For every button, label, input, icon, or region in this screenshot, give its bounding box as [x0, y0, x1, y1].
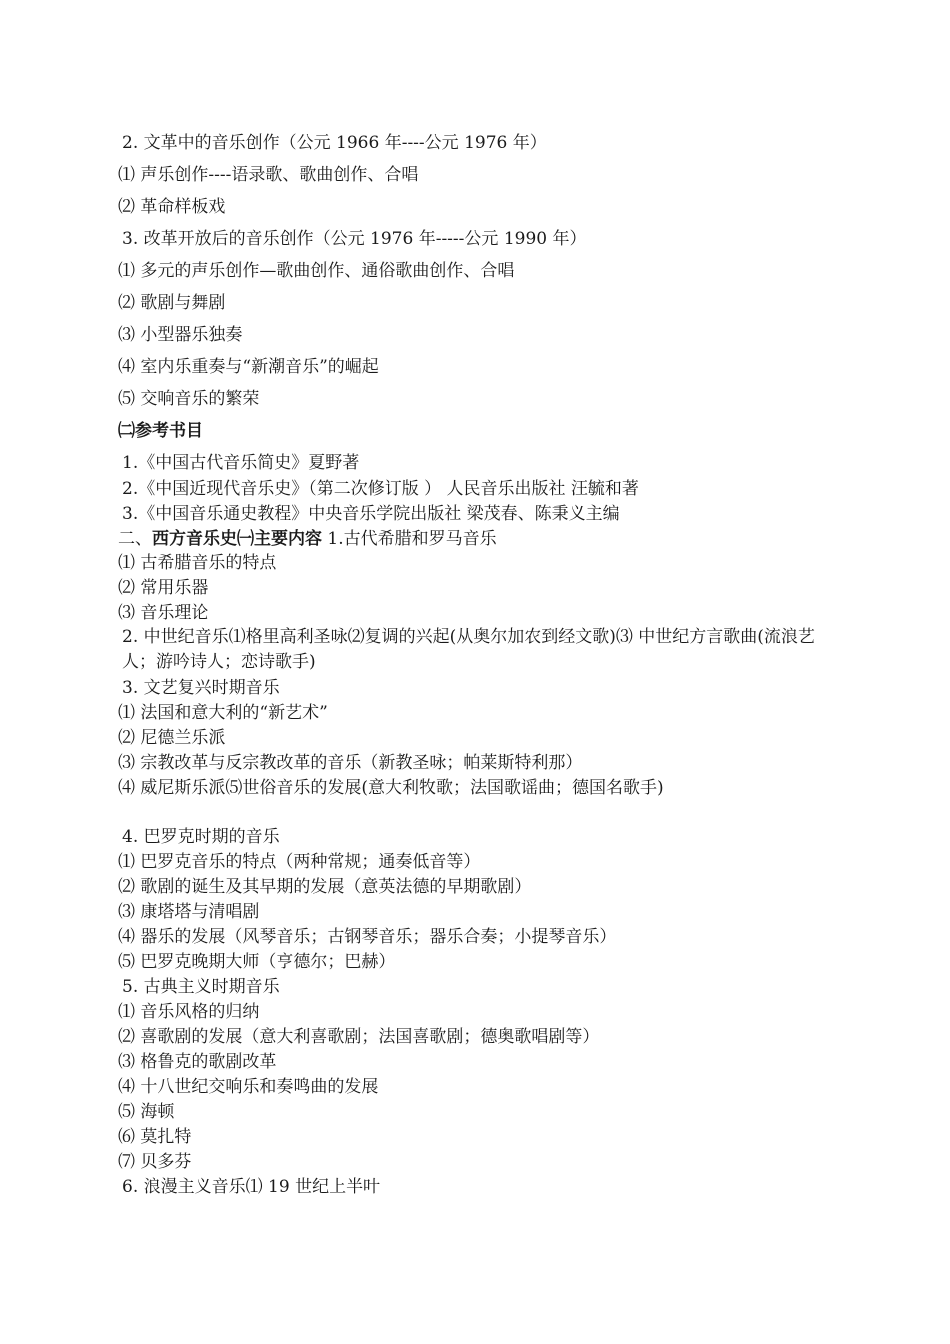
- line-ars-nova: ⑴ 法国和意大利的“新艺术”: [118, 703, 328, 723]
- line-instrumental-development: ⑷ 器乐的发展（风琴音乐；古钢琴音乐；器乐合奏；小提琴音乐）: [118, 927, 617, 947]
- line-opera-dance: ⑵ 歌剧与舞剧: [118, 293, 226, 313]
- line-mozart: ⑹ 莫扎特: [118, 1127, 192, 1147]
- line-netherlands-school: ⑵ 尼德兰乐派: [118, 728, 226, 748]
- line-style-summary: ⑴ 音乐风格的归纳: [118, 1002, 260, 1022]
- line-baroque-features: ⑴ 巴罗克音乐的特点（两种常规；通奏低音等）: [118, 852, 481, 872]
- line-western-heading: [118, 528, 838, 550]
- section-heading-references: ㈡参考书目: [118, 421, 203, 441]
- line-reference-3: 3.《中国音乐通史教程》中央音乐学院出版社 梁茂春、陈秉义主编: [122, 504, 620, 524]
- line-cantata-oratorio: ⑶ 康塔塔与清唱剧: [118, 902, 260, 922]
- line-chamber-music: ⑷ 室内乐重奏与“新潮音乐”的崛起: [118, 357, 379, 377]
- line-reference-2: 2.《中国近现代音乐史》（第二次修订版 ） 人民音乐出版社 汪毓和著: [122, 479, 639, 499]
- section-title-western-music: 西方音乐史㈠主要内容: [152, 529, 322, 549]
- line-beethoven: ⑺ 贝多芬: [118, 1152, 192, 1172]
- line-solo-instrumental: ⑶ 小型器乐独奏: [118, 325, 243, 345]
- line-haydn: ⑸ 海顿: [118, 1102, 175, 1122]
- line-reference-1: 1.《中国古代音乐简史》夏野著: [122, 453, 360, 473]
- line-comic-opera: ⑵ 喜歌剧的发展（意大利喜歌剧；法国喜歌剧；德奥歌唱剧等）: [118, 1027, 600, 1047]
- line-music-theory: ⑶ 音乐理论: [118, 603, 209, 623]
- section-number: 二、: [118, 529, 152, 549]
- line-venetian-school: ⑷ 威尼斯乐派⑸世俗音乐的发展(意大利牧歌；法国歌谣曲；德国名歌手): [118, 778, 664, 798]
- line-medieval-music: 2. 中世纪音乐⑴格里高利圣咏⑵复调的兴起(从奥尔加农到经文歌)⑶ 中世纪方言歌曲(流浪艺人；游吟诗人；恋诗歌手): [122, 627, 815, 672]
- line-heading-reform-era: 3. 改革开放后的音乐创作（公元 1976 年-----公元 1990 年）: [122, 229, 587, 249]
- line-gluck-reform: ⑶ 格鲁克的歌剧改革: [118, 1052, 277, 1072]
- line-greek-features: ⑴ 古希腊音乐的特点: [118, 553, 277, 573]
- line-classical-period: 5. 古典主义时期音乐: [122, 977, 280, 997]
- line-model-operas: ⑵ 革命样板戏: [118, 197, 226, 217]
- line-vocal-creation: ⑴ 声乐创作----语录歌、歌曲创作、合唱: [118, 165, 419, 185]
- line-baroque: 4. 巴罗克时期的音乐: [122, 827, 280, 847]
- line-romantic-music: 6. 浪漫主义音乐⑴ 19 世纪上半叶: [122, 1177, 381, 1197]
- line-late-baroque-masters: ⑸ 巴罗克晚期大师（亨德尔；巴赫）: [118, 952, 396, 972]
- line-renaissance: 3. 文艺复兴时期音乐: [122, 678, 280, 698]
- line-ancient-greece-rome: 1.古代希腊和罗马音乐: [322, 529, 497, 549]
- line-diverse-vocal: ⑴ 多元的声乐创作—歌曲创作、通俗歌曲创作、合唱: [118, 261, 515, 281]
- line-heading-cultural-revolution: 2. 文革中的音乐创作（公元 1966 年----公元 1976 年）: [122, 133, 547, 153]
- line-18th-century-symphony: ⑷ 十八世纪交响乐和奏鸣曲的发展: [118, 1077, 379, 1097]
- line-reformation-music: ⑶ 宗教改革与反宗教改革的音乐（新教圣咏；帕莱斯特利那）: [118, 753, 583, 773]
- line-common-instruments: ⑵ 常用乐器: [118, 578, 209, 598]
- line-symphonic: ⑸ 交响音乐的繁荣: [118, 389, 260, 409]
- line-opera-birth: ⑵ 歌剧的诞生及其早期的发展（意英法德的早期歌剧）: [118, 877, 532, 897]
